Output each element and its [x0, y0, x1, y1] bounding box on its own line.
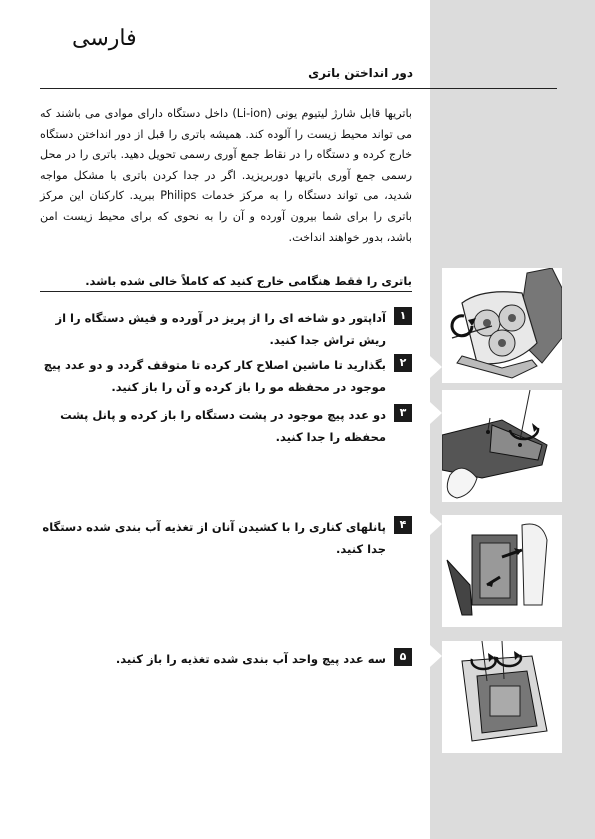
step-number: ۵ [394, 648, 412, 666]
figure-pointer [430, 402, 442, 424]
figure-pointer [430, 513, 442, 535]
figure-step-3-back-panel [442, 390, 562, 502]
battery-disposal-paragraph: باتریها قابل شارژ لیتیوم یونی (Li-ion) داخل دستگاه دارای موادی می باشند که می تواند محیط زیست را آلوده کند. همیشه باتری را قبل از دور انداختن دستگاه خارج کرده و دستگاه را در نقاط جمع آوری رسمی تحویل دهید. باتری را در محل رسمی جمع آوری باتریها دوربریزید. اگر در جدا کردن باتری با مشکل مواجه شدید، می تواند دستگاه را به مرکز خدمات Philips ببرید. کارکنان این مرکز باتری را برای شما بیرون آورده و آن را به نحوی که برای محیط زیست امن باشد، بدور خواهند انداخت. [40, 107, 413, 244]
step-number: ۱ [394, 307, 412, 325]
step-1 [40, 307, 412, 351]
step-text: پانلهای کناری را با کشیدن آنان از تغذیه آب بندی شده دستگاه جدا کنید. [42, 520, 386, 556]
warning-note: باتری را فقط هنگامی خارج کنید که کاملاً خالی شده باشد. [40, 274, 412, 292]
header-divider [40, 88, 557, 89]
step-number: ۴ [394, 516, 412, 534]
figure-step-5-power-unit [442, 641, 562, 753]
step-2 [40, 354, 412, 398]
figure-step-4-side-panels [442, 515, 562, 627]
step-text: آداپتور دو شاخه ای را از پریز در آورده و فیش دستگاه را از ریش تراش جدا کنید. [55, 311, 386, 347]
step-5 [40, 648, 412, 670]
figure-pointer [430, 356, 442, 378]
language-label: فارسی [72, 26, 137, 51]
figure-step-1-shaver-head [442, 268, 562, 383]
step-number: ۳ [394, 404, 412, 422]
step-number: ۲ [394, 354, 412, 372]
section-title: دور انداختن باتری [308, 66, 413, 80]
figure-pointer [430, 645, 442, 667]
step-text: دو عدد پیچ موجود در پشت دستگاه را باز کرده و پانل پشت محفظه را جدا کنید. [60, 408, 386, 444]
step-text: بگذارید تا ماشین اصلاح کار کرده تا متوقف گردد و دو عدد پیچ موجود در محفظه مو را باز کرده و آن را باز کنید. [43, 358, 386, 394]
step-4 [40, 516, 412, 560]
step-text: سه عدد پیچ واحد آب بندی شده تغذیه را باز کنید. [115, 652, 386, 666]
step-3 [40, 404, 412, 448]
